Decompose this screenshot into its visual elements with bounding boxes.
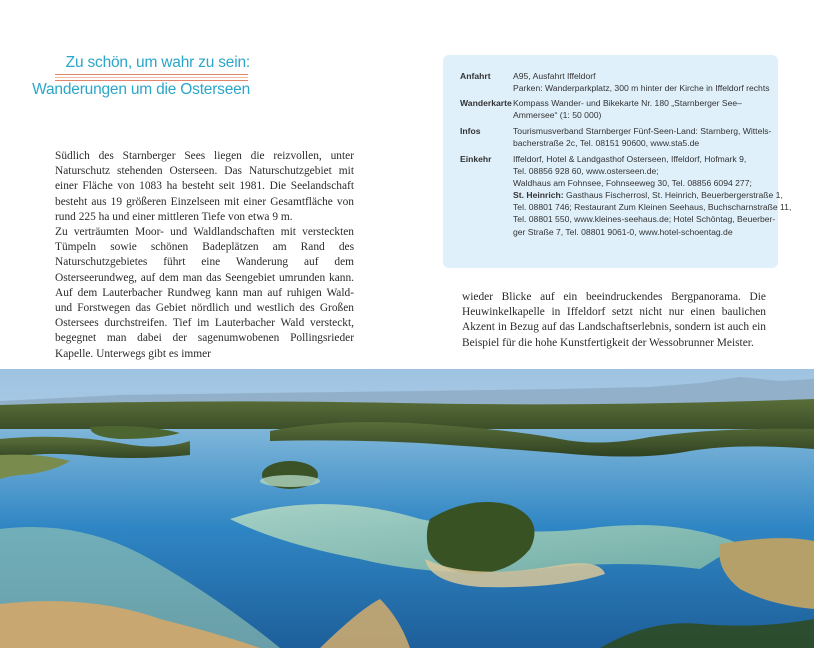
info-label: Einkehr bbox=[460, 154, 492, 164]
info-value bbox=[513, 125, 771, 149]
info-line: A95, Ausfahrt Iffeldorf bbox=[513, 71, 596, 81]
heading-line-1: Zu schön, um wahr zu sein: bbox=[65, 54, 250, 71]
info-line: Ammersee“ (1: 50 000) bbox=[513, 110, 602, 121]
info-line bbox=[513, 189, 791, 201]
info-value bbox=[513, 153, 791, 238]
info-line: Parken: Wanderparkplatz, 300 m hinter der Kirche in Iffeldorf rechts bbox=[513, 83, 770, 94]
info-line: Tel. 08801 746; Restaurant Zum Kleinen Seehaus, Buchscharnstraße 11, bbox=[513, 202, 792, 213]
paragraph: Südlich des Starnberger Sees liegen die reizvollen, unter Naturschutz stehenden Osterseen. Das Naturschutzgebiet mit einer Fläche von 1083 ha besteht seit 1981. Die Seelandschaft besteht aus 19 größeren Einzelseen mit einer Gesamtfläche von rund 225 ha und einer mittleren Tiefe von etwa 9 m. bbox=[55, 150, 354, 223]
info-line: Tourismusverband Starnberger Fünf-Seen-Land: Starnberg, Wittels- bbox=[513, 126, 772, 136]
right-column-text bbox=[462, 290, 766, 351]
info-line: Kompass Wander- und Bikekarte Nr. 180 „Starnberger See– bbox=[513, 98, 742, 108]
info-line: Iffeldorf, Hotel & Landgasthof Osterseen, Iffeldorf, Hofmark 9, bbox=[513, 154, 747, 164]
info-line: ger Straße 7, Tel. 08801 9061-0, www.hotel-schoentag.de bbox=[513, 226, 733, 237]
info-value bbox=[513, 70, 770, 94]
heading-line-2: Wanderungen um die Osterseen bbox=[32, 81, 250, 98]
info-line: bacherstraße 2c, Tel. 08151 90600, www.sta5.de bbox=[513, 138, 700, 149]
lake-landscape-photo bbox=[0, 369, 814, 648]
info-label: Anfahrt bbox=[460, 71, 491, 81]
info-label: Infos bbox=[460, 126, 481, 136]
lake-landscape-icon bbox=[0, 369, 814, 648]
paragraph: wieder Blicke auf ein beeindruckendes Bergpanorama. Die Heuwinkelkapelle in Iffeldorf setzt nicht nur einen baulichen Akzent in Bezug auf das Landschaftserlebnis, sondern ist auch ein Beispiel für die hohe Kunstfertigkeit der Wessobrunner Meister. bbox=[462, 291, 766, 349]
info-box bbox=[443, 55, 792, 268]
info-row-anfahrt bbox=[460, 70, 770, 94]
st-heinrich-label: St. Heinrich: bbox=[513, 190, 564, 201]
rule-line bbox=[55, 77, 248, 78]
info-value bbox=[513, 97, 770, 121]
info-row-wanderkarte bbox=[460, 97, 770, 121]
info-row-einkehr bbox=[460, 153, 792, 238]
info-label: Wanderkarte bbox=[460, 98, 512, 108]
info-line: Tel. 08801 550, www.kleines-seehaus.de; Hotel Schöntag, Beuerber- bbox=[513, 214, 776, 225]
left-column-text bbox=[55, 149, 354, 362]
paragraph: Zu verträumten Moor- und Waldlandschaften mit versteckten Tümpeln sowie schönen Badeplätzen am Rand des Naturschutzgebietes führt eine Wanderung auf dem Osterseerundweg, auf dem man das Seengebiet umrunden kann. Auf dem Lauterbacher Rundweg kann man auf ruhigen Wald- und Forstwegen das Gebiet nördlich und westlich des Großen Ostersees durchstreifen. Tief im Lauterbacher Wald versteckt, begegnet man dabei der sagenumwobenen Pollingsrieder Kapelle. Unterwegs gibt es immer bbox=[55, 226, 354, 360]
island-shallows bbox=[260, 475, 320, 487]
info-text: Gasthaus Fischerrosl, St. Heinrich, Beuerbergerstraße 1, bbox=[563, 190, 783, 201]
rule-line bbox=[55, 74, 248, 75]
info-row-infos bbox=[460, 125, 770, 149]
info-line: Waldhaus am Fohnsee, Fohnseeweg 30, Tel. 08856 6094 277; bbox=[513, 178, 752, 189]
info-line: Tel. 08856 928 60, www.osterseen.de; bbox=[513, 166, 659, 177]
